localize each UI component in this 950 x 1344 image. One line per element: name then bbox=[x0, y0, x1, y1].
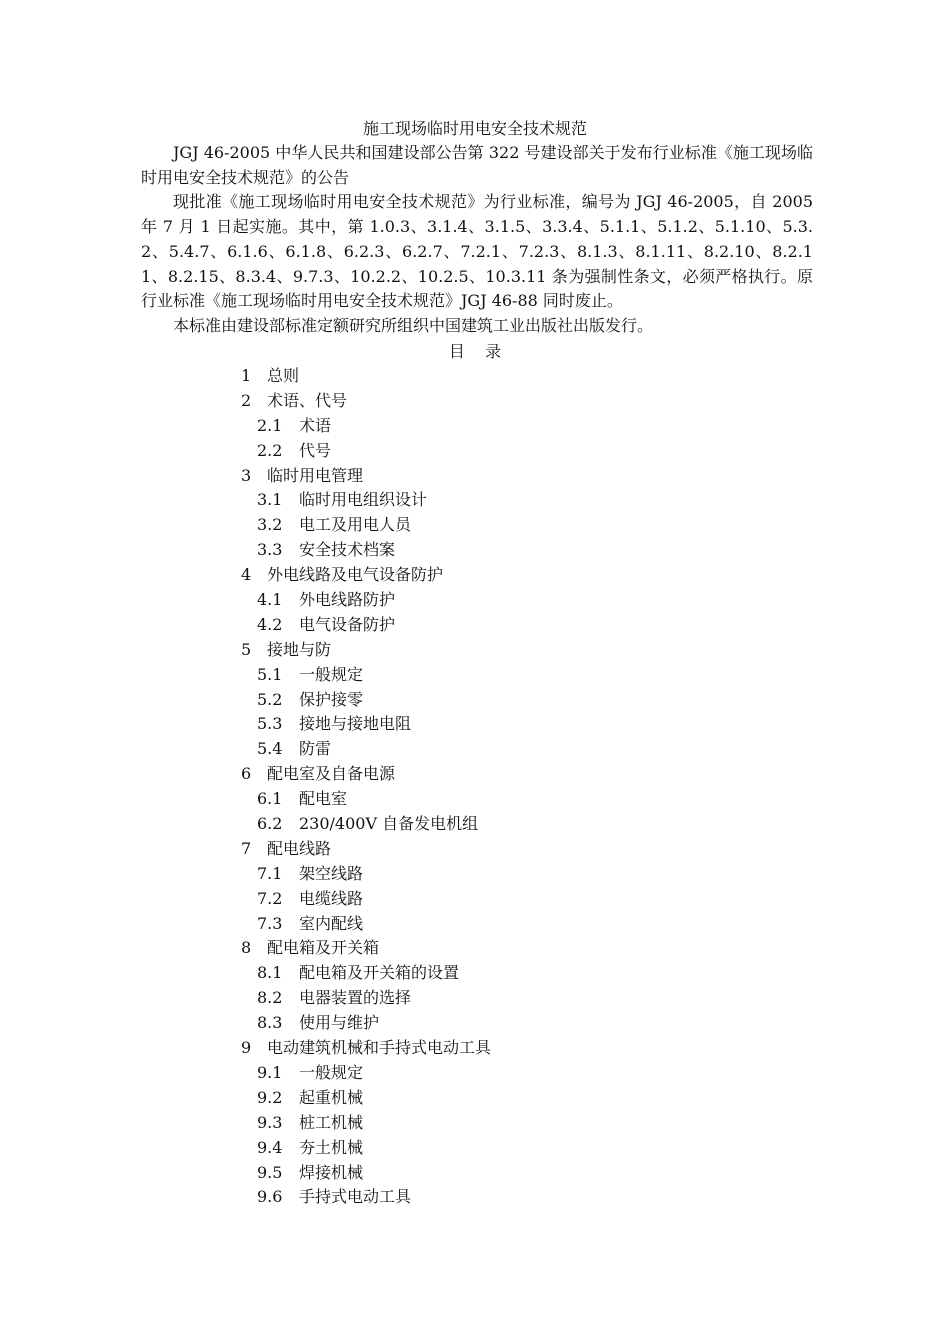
toc-entry-title: 安全技术档案 bbox=[299, 540, 396, 560]
toc-heading: 目 录 bbox=[448, 342, 502, 361]
toc-entry bbox=[241, 488, 741, 513]
toc-entry bbox=[241, 1061, 741, 1086]
toc-entry-number: 5.2 bbox=[257, 689, 283, 709]
toc-entry-number: 8.1 bbox=[257, 963, 283, 983]
toc-entry-title: 术语 bbox=[299, 415, 332, 435]
toc-entry bbox=[241, 1011, 741, 1036]
toc-entry-number: 9.5 bbox=[257, 1162, 283, 1182]
toc-entry bbox=[241, 762, 741, 787]
toc-entry-number: 3.2 bbox=[257, 515, 283, 535]
toc-entry-title: 电缆线路 bbox=[299, 888, 364, 908]
toc-entry-title: 代号 bbox=[299, 440, 332, 460]
toc-entry-number: 4 bbox=[241, 565, 252, 585]
toc-entry-number: 9.6 bbox=[257, 1187, 283, 1207]
toc-entry-title: 临时用电组织设计 bbox=[299, 490, 428, 510]
toc-entry bbox=[241, 912, 741, 937]
toc-entry bbox=[241, 837, 741, 862]
toc-entry-title: 电动建筑机械和手持式电动工具 bbox=[267, 1038, 492, 1058]
toc-entry-number: 9.1 bbox=[257, 1062, 283, 1082]
toc-entry-title: 使用与维护 bbox=[299, 1013, 380, 1033]
toc-entry bbox=[241, 887, 741, 912]
toc-entry-number: 2 bbox=[241, 390, 252, 410]
toc-entry-title: 电气设备防护 bbox=[299, 614, 396, 634]
toc-entry-number: 3.3 bbox=[257, 540, 283, 560]
toc-entry-title: 室内配线 bbox=[299, 913, 364, 933]
table-of-contents bbox=[241, 364, 741, 1210]
toc-entry-number: 5.1 bbox=[257, 664, 283, 684]
toc-entry-title: 配电箱及开关箱的设置 bbox=[299, 963, 460, 983]
paragraph-publisher: 本标准由建设部标准定额研究所组织中国建筑工业出版社出版发行。 bbox=[173, 315, 654, 335]
toc-entry-number: 9.3 bbox=[257, 1112, 283, 1132]
toc-entry-title: 外电线路防护 bbox=[299, 590, 396, 610]
toc-entry-title: 配电室 bbox=[299, 789, 348, 809]
toc-entry-number: 5 bbox=[241, 639, 252, 659]
toc-entry-number: 1 bbox=[241, 366, 252, 385]
toc-entry bbox=[241, 787, 741, 812]
toc-entry-number: 6.1 bbox=[257, 789, 283, 809]
toc-entry bbox=[241, 1185, 741, 1210]
toc-entry bbox=[241, 688, 741, 713]
toc-entry-title: 配电箱及开关箱 bbox=[267, 938, 380, 958]
toc-entry-title: 防雷 bbox=[299, 739, 332, 759]
toc-entry-title: 桩工机械 bbox=[299, 1112, 364, 1132]
toc-entry bbox=[241, 1161, 741, 1186]
toc-entry-title: 保护接零 bbox=[299, 689, 364, 709]
toc-entry bbox=[241, 513, 741, 538]
document-title: 施工现场临时用电安全技术规范 bbox=[362, 119, 587, 138]
toc-entry bbox=[241, 986, 741, 1011]
toc-entry-title: 总则 bbox=[267, 366, 300, 385]
toc-entry-number: 7.2 bbox=[257, 888, 283, 908]
toc-entry-number: 9.4 bbox=[257, 1137, 283, 1157]
toc-entry bbox=[241, 1111, 741, 1136]
toc-entry bbox=[241, 1086, 741, 1111]
toc-entry-title: 术语、代号 bbox=[267, 390, 348, 410]
toc-entry-title: 230/400V 自备发电机组 bbox=[299, 814, 479, 834]
toc-entry-title: 手持式电动工具 bbox=[299, 1187, 412, 1207]
toc-entry-number: 9 bbox=[241, 1038, 252, 1058]
toc-entry bbox=[241, 1136, 741, 1161]
toc-entry bbox=[241, 613, 741, 638]
toc-entry-number: 4.1 bbox=[257, 590, 283, 610]
toc-entry bbox=[241, 464, 741, 489]
toc-entry bbox=[241, 712, 741, 737]
toc-entry bbox=[241, 812, 741, 837]
toc-entry-number: 8.3 bbox=[257, 1013, 283, 1033]
toc-entry-title: 接地与接地电阻 bbox=[299, 714, 412, 734]
toc-entry bbox=[241, 563, 741, 588]
toc-entry-title: 焊接机械 bbox=[299, 1162, 364, 1182]
toc-entry bbox=[241, 936, 741, 961]
toc-entry-number: 8 bbox=[241, 938, 252, 958]
toc-entry-title: 接地与防 bbox=[267, 639, 332, 659]
toc-entry-number: 6 bbox=[241, 764, 252, 784]
document-body bbox=[141, 141, 813, 339]
toc-entry bbox=[241, 389, 741, 414]
toc-entry-title: 电工及用电人员 bbox=[299, 515, 412, 535]
toc-entry bbox=[241, 414, 741, 439]
toc-entry-title: 起重机械 bbox=[299, 1087, 364, 1107]
toc-entry-number: 3.1 bbox=[257, 490, 283, 510]
toc-entry-title: 夯土机械 bbox=[299, 1137, 364, 1157]
toc-entry-number: 2.2 bbox=[257, 440, 283, 460]
paragraph-approval: 现批准《施工现场临时用电安全技术规范》为行业标准，编号为 JGJ 46-2005，自 2005 年 7 月 1 日起实施。其中，第 1.0.3、3.1.4、3.1.5、3.3.4、5.1.1、5.1.2、5.1.10、5.3.2、5.4.7、6.1.6、6.1.8、6.2.3、6.2.7、7.2.1、7.2.3、8.1.3、8.1.11、8.2.10、8.2.11、8.2.15、8.3.4、9.7.3、10.2.2、10.2.5、10.3.11 条为强制性条文，必须严格执行。原行业标准《施工现场临时用电安全技术规范》JGJ 46-88 同时废止。 bbox=[141, 192, 813, 311]
toc-entry-title: 临时用电管理 bbox=[267, 465, 364, 485]
toc-entry-number: 6.2 bbox=[257, 814, 283, 834]
toc-entry-number: 7.1 bbox=[257, 863, 283, 883]
toc-entry-number: 4.2 bbox=[257, 614, 283, 634]
toc-entry bbox=[241, 638, 741, 663]
toc-entry-number: 5.3 bbox=[257, 714, 283, 734]
toc-entry-number: 9.2 bbox=[257, 1087, 283, 1107]
toc-entry-number: 7 bbox=[241, 838, 252, 858]
toc-entry bbox=[241, 588, 741, 613]
toc-entry-title: 电器装置的选择 bbox=[299, 988, 412, 1008]
toc-entry bbox=[241, 364, 741, 389]
toc-entry-title: 配电室及自备电源 bbox=[267, 764, 396, 784]
toc-entry-title: 架空线路 bbox=[299, 863, 364, 883]
toc-entry-number: 8.2 bbox=[257, 988, 283, 1008]
toc-entry-title: 外电线路及电气设备防护 bbox=[267, 565, 444, 585]
toc-entry bbox=[241, 538, 741, 563]
toc-entry-number: 2.1 bbox=[257, 415, 283, 435]
toc-entry bbox=[241, 1036, 741, 1061]
toc-entry bbox=[241, 663, 741, 688]
toc-entry bbox=[241, 737, 741, 762]
toc-entry-number: 7.3 bbox=[257, 913, 283, 933]
toc-entry-title: 一般规定 bbox=[299, 664, 364, 684]
paragraph-announcement: JGJ 46-2005 中华人民共和国建设部公告第 322 号建设部关于发布行业标准《施工现场临时用电安全技术规范》的公告 bbox=[141, 143, 813, 187]
toc-entry-number: 3 bbox=[241, 465, 252, 485]
toc-entry-title: 一般规定 bbox=[299, 1062, 364, 1082]
toc-entry bbox=[241, 961, 741, 986]
toc-entry-number: 5.4 bbox=[257, 739, 283, 759]
toc-entry-title: 配电线路 bbox=[267, 838, 332, 858]
toc-entry bbox=[241, 862, 741, 887]
toc-entry bbox=[241, 439, 741, 464]
